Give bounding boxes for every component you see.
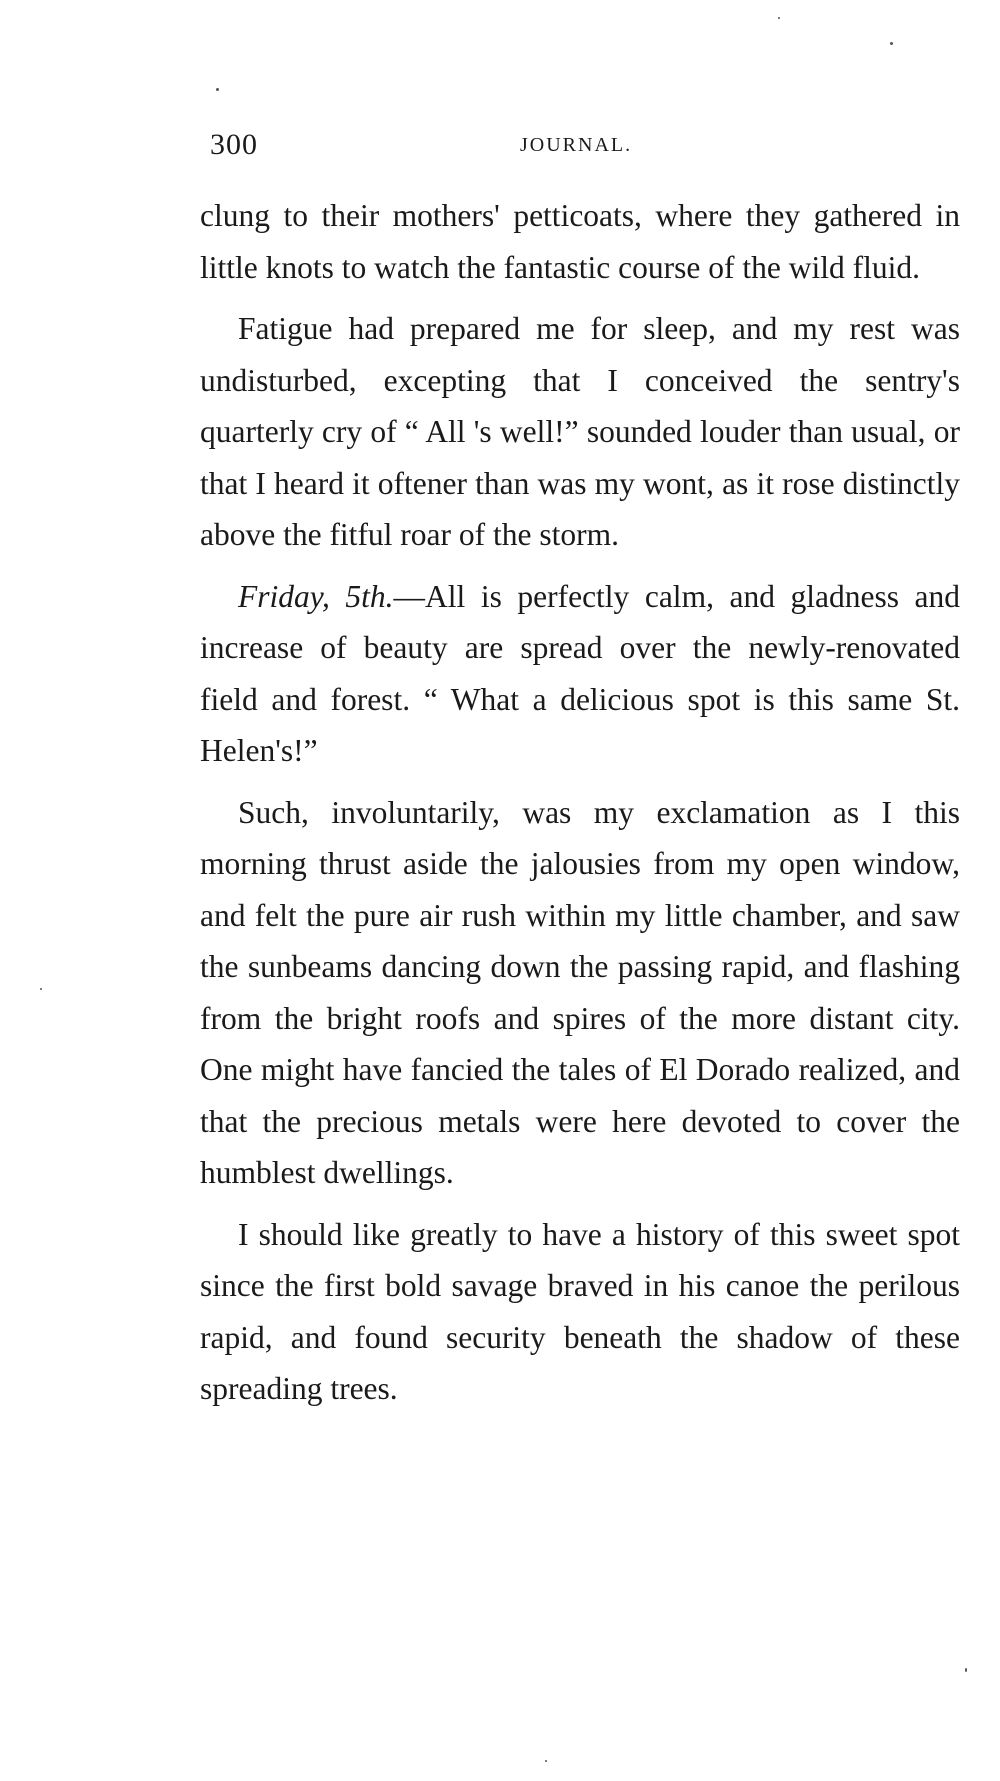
scan-speck xyxy=(40,988,42,990)
paragraph-history: I should like greatly to have a history of this sweet spot since the first bold savage braved in his canoe the perilous rapid, and found security beneath the shadow of these spreading trees. xyxy=(200,1216,960,1406)
scan-speck xyxy=(545,1760,547,1762)
running-head: JOURNAL. xyxy=(520,134,633,156)
page-number: 300 xyxy=(210,128,258,161)
paragraph-exclamation: Such, involuntarily, was my exclamation as I this morning thrust aside the jalousies from my open window, and felt the pure air rush within my little chamber, and saw the sunbeams dancing down the passing rapid, and flashing from the bright roofs and spires of the more distant city. One might have fancied the tales of El Dorado realized, and that the precious metals were here devoted to cover the humblest dwellings. xyxy=(200,794,960,1190)
page-header xyxy=(210,128,964,168)
body-text xyxy=(200,190,960,1425)
scan-speck xyxy=(216,88,219,91)
scan-speck xyxy=(890,42,893,45)
paragraph-friday-text: —All is perfectly calm, and gladness and increase of beauty are spread over the newly-renovated field and forest. “ What a delicious spot is this same St. Helen's!” xyxy=(200,578,960,768)
scan-speck xyxy=(965,1668,967,1672)
paragraph-friday xyxy=(200,571,960,777)
scan-speck xyxy=(778,17,780,19)
paragraph-continuation: clung to their mothers' petticoats, where they gathered in little knots to watch the fantastic course of the wild fluid. xyxy=(200,198,960,285)
date-heading: Friday, 5th. xyxy=(238,578,394,614)
paragraph-fatigue: Fatigue had prepared me for sleep, and my rest was undisturbed, excepting that I conceived the sentry's quarterly cry of “ All 's well!” sounded louder than usual, or that I heard it oftener than was my wont, as it rose distinctly above the fitful roar of the storm. xyxy=(200,311,960,552)
